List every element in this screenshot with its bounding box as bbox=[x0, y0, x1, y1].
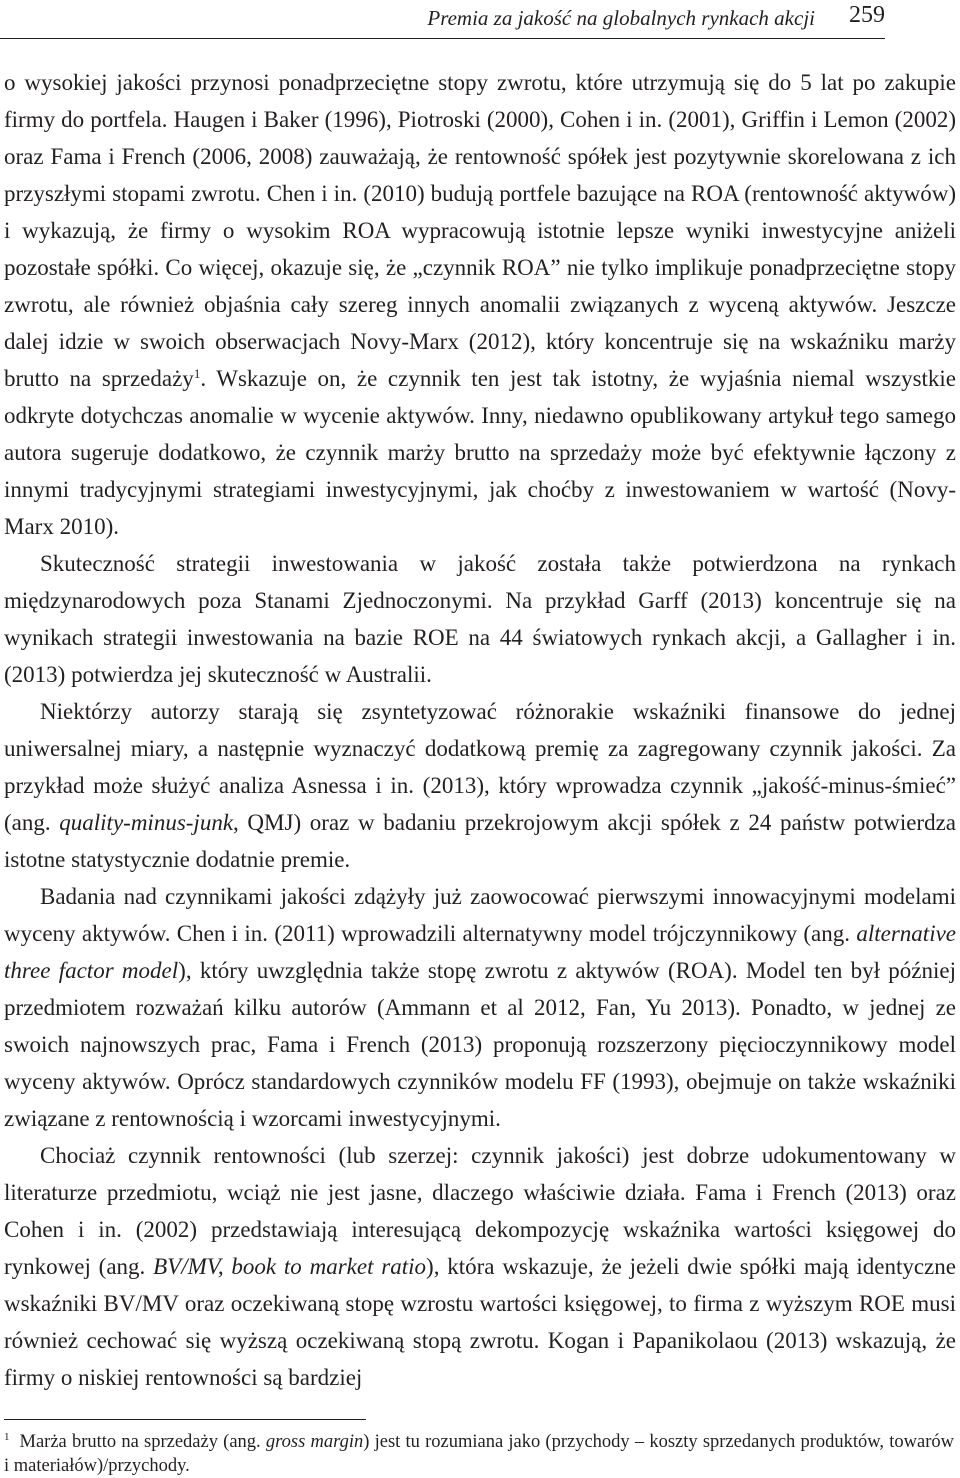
paragraph-5 bbox=[4, 1137, 956, 1396]
paragraph-5-italic-term: BV/MV, book to market ratio bbox=[153, 1254, 427, 1279]
paragraph-1-text-b: . Wskazuje on, że czynnik ten jest tak istotny, że wyjaśnia niemal wszystkie odkryte dotychczas anomalie w wycenie aktywów. Inny, niedawno opublikowany artykuł tego samego autora sugeruje dodatkowo, że czynnik marży brutto na sprzedaży może być efektywnie łączony z innymi tradycyjnymi strategiami inwestycyjnymi, jak choćby z inwestowaniem w wartość (Novy-Marx 2010). bbox=[4, 366, 957, 539]
footnote-text-b: ) jest tu rozumiana jako (przychody – koszty sprzedanych produktów, towarów i materiałów)/przychody. bbox=[4, 1432, 954, 1476]
paragraph-5-text-a: Chociaż czynnik rentowności (lub szerzej: czynnik jakości) jest dobrze udokumentowany w literaturze przedmiotu, wciąż nie jest jasne, dlaczego właściwie działa. Fama i French (2013) oraz Cohen i in. (2002) przedstawiają interesującą dekompozycję wskaźnika wartości księgowej do rynkowej (ang. bbox=[4, 1143, 956, 1279]
paragraph-3 bbox=[4, 693, 956, 878]
paragraph-4 bbox=[4, 878, 956, 1137]
paragraph-4-text-b: ), który uwzględnia także stopę zwrotu z aktywów (ROA). Model ten był później przedmiotem rozważań kilku autorów (Ammann et al 2012, Fan, Yu 2013). Ponadto, w jednej ze swoich najnowszych prac, Fama i French (2013) proponują rozszerzony pięcioczynnikowy model wyceny aktywów. Oprócz standardowych czynników modelu FF (1993), obejmuje on także wskaźniki związane z rentownością i wzorcami inwestycyjnymi. bbox=[4, 958, 956, 1131]
paragraph-5-text-b: ), która wskazuje, że jeżeli dwie spółki mają identyczne wskaźniki BV/MV oraz oczekiwaną stopę wzrostu wartości księgowej, to firma z wyższym ROE musi również cechować się wyższą oczekiwaną stopą zwrotu. Kogan i Papanikolaou (2013) wskazują, że firmy o niskiej rentowności są bardziej bbox=[4, 1254, 956, 1390]
paragraph-3-italic-term: quality-minus-junk bbox=[59, 810, 234, 835]
paragraph-2: Skuteczność strategii inwestowania w jakość została także potwierdzona na rynkach międzynarodowych poza Stanami Zjednoczonymi. Na przykład Garff (2013) koncentruje się na wynikach strategii inwestowania na bazie ROE na 44 światowych rynkach akcji, a Gallagher i in. (2013) potwierdza jej skuteczność w Australii. bbox=[4, 551, 956, 687]
footnote-number: 1 bbox=[4, 1431, 10, 1443]
paragraph-4-italic-term: alternative three factor model bbox=[4, 921, 956, 983]
body-text bbox=[4, 64, 956, 1396]
footnote-text-a: Marża brutto na sprzedaży (ang. bbox=[19, 1432, 266, 1452]
paragraph-4-text-a: Badania nad czynnikami jakości zdążyły już zaowocować pierwszymi innowacyjnymi modelami wyceny aktywów. Chen i in. (2011) wprowadzili alternatywny model trójczynnikowy (ang. bbox=[4, 884, 956, 946]
running-header bbox=[0, 2, 885, 39]
paragraph-3-text-a: Niektórzy autorzy starają się zsyntetyzować różnorakie wskaźniki finansowe do jednej uniwersalnej miary, a następnie wyznaczyć dodatkową premię za zagregowany czynnik jakości. Za przykład może służyć analiza Asnessa i in. (2013), który wprowadza czynnik „jakość-minus-śmieć” (ang. bbox=[4, 699, 956, 835]
paragraph-3-text-b: , QMJ) oraz w badaniu przekrojowym akcji spółek z 24 państw potwierdza istotne statystycznie dodatnie premie. bbox=[4, 810, 957, 872]
page-number: 259 bbox=[849, 2, 885, 28]
running-title: Premia za jakość na globalnych rynkach akcji bbox=[427, 6, 815, 30]
footnote-italic-term: gross margin bbox=[265, 1432, 364, 1452]
footnote-reference: 1 bbox=[193, 366, 201, 381]
footnote bbox=[4, 1430, 954, 1478]
footnote-divider bbox=[4, 1419, 366, 1420]
paragraph-1 bbox=[4, 64, 956, 545]
paragraph-1-text-a: o wysokiej jakości przynosi ponadprzeciętne stopy zwrotu, które utrzymują się do 5 lat po zakupie firmy do portfela. Haugen i Baker (1996), Piotroski (2000), Cohen i in. (2001), Griffin i Lemon (2002) oraz Fama i French (2006, 2008) zauważają, że rentowność spółek jest pozytywnie skorelowana z ich przyszłymi stopami zwrotu. Chen i in. (2010) budują portfele bazujące na ROA (rentowność aktywów) i wykazują, że firmy o wysokim ROA wypracowują istotnie lepsze wyniki inwestycyjne aniżeli pozostałe spółki. Co więcej, okazuje się, że „czynnik ROA” nie tylko implikuje ponadprzeciętne stopy zwrotu, ale również objaśnia cały szereg innych anomalii związanych z wyceną aktywów. Jeszcze dalej idzie w swoich obserwacjach Novy-Marx (2012), który koncentruje się na wskaźniku marży brutto na sprzedaży bbox=[4, 70, 956, 391]
